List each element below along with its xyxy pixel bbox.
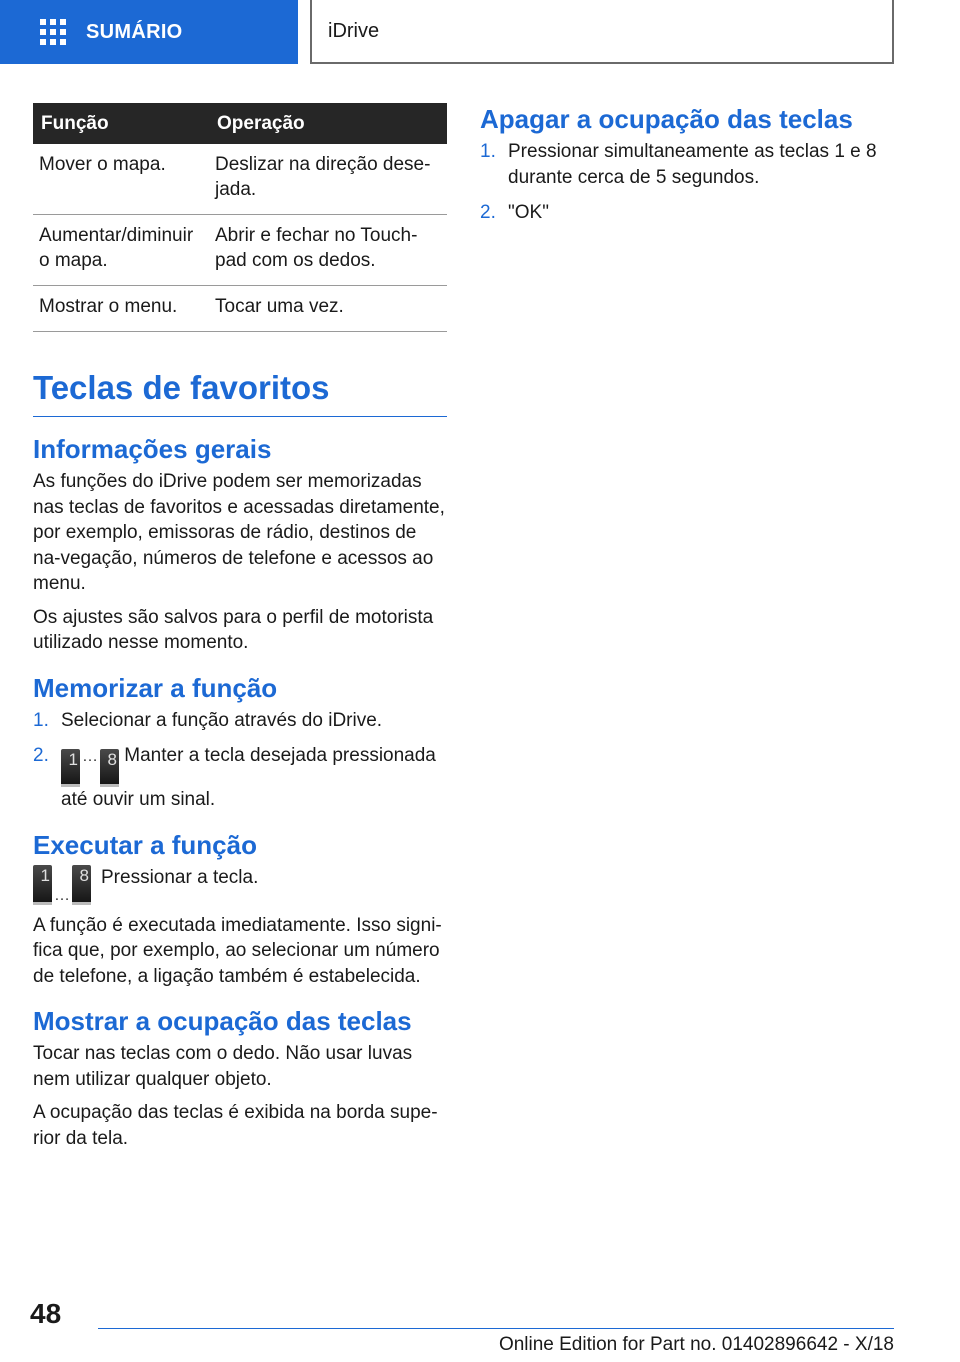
step-number: 2. bbox=[33, 745, 49, 766]
erase-steps bbox=[480, 139, 895, 226]
table-header-cell: Operação bbox=[209, 103, 447, 144]
favorite-key-1-icon: 1 bbox=[61, 749, 80, 787]
table-row bbox=[33, 144, 447, 215]
left-column bbox=[33, 103, 447, 1159]
favorite-key-8-icon: 8 bbox=[72, 865, 91, 905]
list-item bbox=[33, 743, 447, 813]
list-item bbox=[480, 139, 895, 190]
ellipsis: … bbox=[82, 748, 98, 765]
general-info-paragraph: As funções do iDrive podem ser memorizadas nas teclas de favoritos e acessadas diretamente, por exemplo, emissoras de rádio, destinos de na-vegação, números de telefone e acessos ao menu. bbox=[33, 471, 445, 594]
chapter-header bbox=[310, 0, 894, 64]
general-info-heading: Informações gerais bbox=[33, 434, 272, 464]
summary-tab[interactable] bbox=[0, 0, 298, 64]
step-text: Selecionar a função através do iDrive. bbox=[61, 709, 383, 731]
step-text: Manter a tecla desejada pressionada até ouvir um sinal. bbox=[61, 745, 436, 810]
step-number: 1. bbox=[480, 141, 496, 162]
step-text: "OK" bbox=[508, 202, 549, 223]
list-item bbox=[33, 708, 447, 734]
execute-inline-text: Pressionar a tecla. bbox=[101, 866, 259, 888]
memorize-heading: Memorizar a função bbox=[33, 672, 278, 703]
erase-heading: Apagar a ocupação das teclas bbox=[480, 104, 853, 134]
table-cell: Mover o mapa. bbox=[33, 144, 209, 215]
table-cell: Deslizar na direção dese-jada. bbox=[209, 144, 447, 215]
summary-label: SUMÁRIO bbox=[86, 20, 183, 43]
step-content bbox=[61, 743, 447, 813]
grid-menu-icon bbox=[40, 19, 66, 45]
table-header-row bbox=[33, 103, 447, 144]
show-paragraph: Tocar nas teclas com o dedo. Não usar luvas nem utilizar qualquer objeto. bbox=[33, 1043, 413, 1090]
favorite-key-1-icon: 1 bbox=[33, 865, 52, 905]
table-header-cell: Função bbox=[33, 103, 209, 144]
table-cell: Tocar uma vez. bbox=[209, 286, 447, 332]
memorize-steps bbox=[33, 708, 447, 813]
footer-divider bbox=[98, 1328, 894, 1329]
execute-keys-row bbox=[33, 865, 447, 905]
operations-table bbox=[33, 103, 447, 332]
right-column bbox=[480, 103, 895, 236]
edition-link[interactable]: Online Edition for Part no. 01402896642 - X/18 bbox=[498, 1334, 894, 1355]
table-cell: Aumentar/diminuir o mapa. bbox=[33, 215, 209, 286]
table-row bbox=[33, 286, 447, 332]
step-number: 2. bbox=[480, 202, 496, 223]
section-title: Teclas de favoritos bbox=[33, 368, 447, 417]
favorite-keys-group bbox=[33, 865, 91, 905]
show-paragraph: A ocupação das teclas é exibida na borda supe-rior da tela. bbox=[33, 1102, 438, 1149]
execute-paragraph: A função é executada imediatamente. Isso signi-fica que, por exemplo, ao selecionar um número de telefone, a ligação também é estabelecida. bbox=[33, 914, 442, 987]
page-number: 48 bbox=[30, 1298, 62, 1329]
table-cell: Abrir e fechar no Touch-pad com os dedos. bbox=[209, 215, 447, 286]
favorite-key-8-icon: 8 bbox=[100, 749, 119, 787]
step-number: 1. bbox=[33, 709, 49, 731]
table-row bbox=[33, 215, 447, 286]
table-cell: Mostrar o menu. bbox=[33, 286, 209, 332]
ellipsis: … bbox=[54, 886, 70, 904]
general-info-paragraph: Os ajustes são salvos para o perfil de motorista utilizado nesse momento. bbox=[33, 606, 434, 653]
chapter-label: iDrive bbox=[328, 19, 380, 42]
execute-heading: Executar a função bbox=[33, 829, 257, 860]
list-item bbox=[480, 200, 895, 226]
show-heading: Mostrar a ocupação das teclas bbox=[33, 1006, 412, 1036]
step-text: Pressionar simultaneamente as teclas 1 e 8 durante cerca de 5 segundos. bbox=[508, 141, 877, 188]
